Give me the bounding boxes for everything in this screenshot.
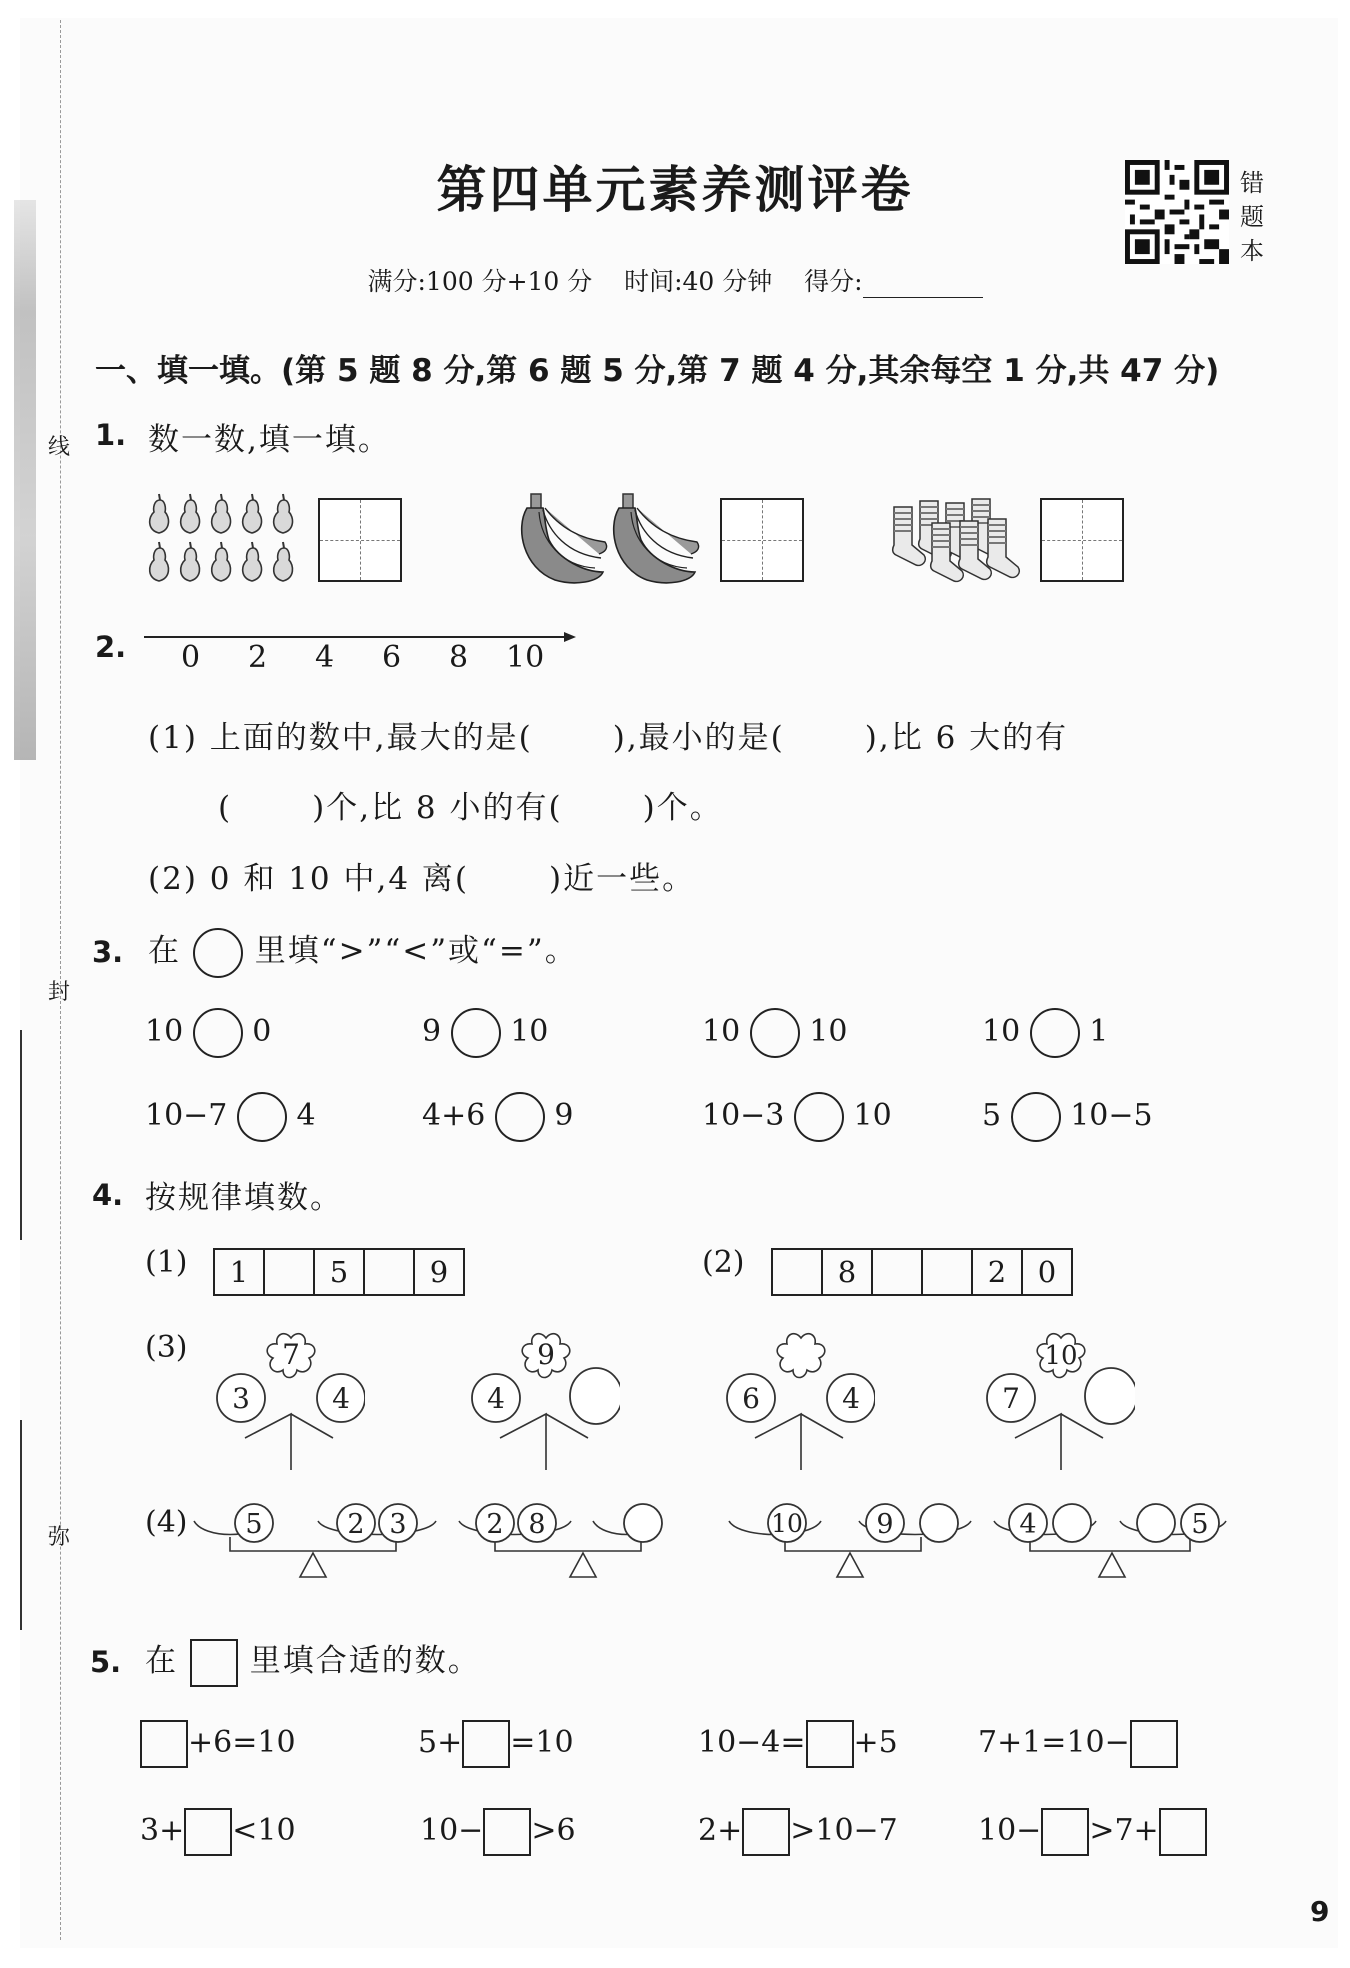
sequence-cell: 2 <box>973 1250 1023 1294</box>
scale-ball <box>1137 1504 1175 1542</box>
equation <box>420 1808 576 1856</box>
tree-top-number: 7 <box>282 1338 300 1371</box>
sub-question-label: (1) <box>145 1245 188 1280</box>
tree-right-number: 4 <box>842 1382 860 1415</box>
question-text: 按规律填数。 <box>145 1180 343 1216</box>
equation <box>978 1720 1178 1768</box>
number-line-tick-label: 10 <box>506 640 545 675</box>
text-part: 10−7 <box>145 1098 228 1133</box>
number-tree <box>715 1330 875 1470</box>
text-part: 4 <box>296 1098 316 1133</box>
text-part: 10 <box>853 1098 892 1133</box>
compare-circle[interactable] <box>237 1092 287 1142</box>
question-text <box>148 925 578 978</box>
full-score: 满分:100 分+10 分 <box>367 267 593 296</box>
text-part: 里填“>”“<”或“=”。 <box>254 933 578 969</box>
number-tree <box>205 1330 365 1470</box>
binding-label-line: 线 <box>48 435 71 460</box>
balance-scale <box>455 1495 705 1595</box>
binding-label-close: 弥 <box>48 1525 71 1550</box>
answer-box[interactable] <box>1041 1808 1089 1856</box>
text-part: 在 <box>148 933 181 969</box>
compare-circle-sample <box>193 928 243 978</box>
answer-box[interactable] <box>462 1720 510 1768</box>
question-text: 数一数,填一填。 <box>148 422 391 458</box>
question-text <box>218 782 723 827</box>
text-part: 9 <box>422 1014 442 1049</box>
text-part: 在 <box>145 1643 178 1679</box>
text-part: >7+ <box>1089 1813 1159 1848</box>
compare-circle[interactable] <box>1030 1008 1080 1058</box>
sequence-cell: 8 <box>823 1250 873 1294</box>
compare-item <box>145 1092 316 1142</box>
compare-item <box>145 1008 271 1058</box>
banana-icon <box>515 488 705 590</box>
number-line-tick-label: 0 <box>181 640 201 675</box>
text-part: 0 <box>252 1014 272 1049</box>
answer-box[interactable] <box>806 1720 854 1768</box>
scale-number: 8 <box>528 1509 546 1540</box>
text-part: 里填合适的数。 <box>249 1643 481 1679</box>
qr-caption-char: 本 <box>1240 237 1264 265</box>
text-part: ),最小的是( <box>612 720 785 756</box>
text-part: +5 <box>853 1725 898 1760</box>
sub-question-label: (3) <box>145 1330 188 1365</box>
text-part: 10−4= <box>698 1725 806 1760</box>
equation <box>698 1720 898 1768</box>
count-answer-box[interactable] <box>1040 498 1124 582</box>
sequence-cell[interactable] <box>265 1250 315 1294</box>
exam-meta <box>0 262 1350 298</box>
score-label: 得分: <box>804 267 863 296</box>
balance-scale <box>990 1495 1240 1595</box>
text-part: +6=10 <box>188 1725 296 1760</box>
scale-number: 4 <box>1019 1509 1037 1540</box>
question-text <box>145 1635 481 1687</box>
text-part: >6 <box>531 1813 576 1848</box>
text-part: 10− <box>420 1813 484 1848</box>
sequence-cell[interactable] <box>923 1250 973 1294</box>
number-tree <box>460 1330 620 1470</box>
binding-rule <box>20 1420 22 1630</box>
box-guide <box>360 500 361 580</box>
question-text <box>148 712 1068 757</box>
text-part: <10 <box>232 1813 296 1848</box>
box-guide <box>762 500 763 580</box>
text-part: 10 <box>982 1014 1021 1049</box>
count-answer-box[interactable] <box>318 498 402 582</box>
sequence-cell: 9 <box>429 1255 449 1289</box>
scale-ball <box>920 1504 958 1542</box>
binding-label-seal: 封 <box>48 980 71 1005</box>
score-blank <box>863 271 983 298</box>
text-part: =10 <box>510 1725 574 1760</box>
compare-circle[interactable] <box>750 1008 800 1058</box>
text-part: ( <box>218 790 233 826</box>
scale-number: 5 <box>1191 1509 1209 1540</box>
sequence-cells <box>213 1248 465 1296</box>
text-part: 1 <box>1089 1014 1109 1049</box>
text-part: (1) 上面的数中,最大的是( <box>148 720 533 756</box>
socks-icon <box>888 495 1028 585</box>
equation <box>978 1808 1207 1856</box>
text-part: 10 <box>809 1014 848 1049</box>
text-part: 4+6 <box>422 1098 486 1133</box>
qr-caption <box>1240 166 1266 268</box>
question-number: 5. <box>90 1645 122 1679</box>
text-part: 5+ <box>418 1725 463 1760</box>
scale-number: 9 <box>876 1509 894 1540</box>
text-part: 10−3 <box>702 1098 785 1133</box>
sub-question-label: (4) <box>145 1505 188 1540</box>
answer-box[interactable] <box>184 1808 232 1856</box>
scale-ball <box>1053 1504 1091 1542</box>
scale-number: 3 <box>389 1509 407 1540</box>
sequence-cell[interactable] <box>773 1250 823 1294</box>
text-part: 9 <box>554 1098 574 1133</box>
pear-icon <box>145 490 305 586</box>
text-part: 10−5 <box>1070 1098 1153 1133</box>
number-line-tick-label: 2 <box>248 640 268 675</box>
count-answer-box[interactable] <box>720 498 804 582</box>
text-part: )近一些。 <box>549 861 696 897</box>
text-part: ),比 6 大的有 <box>864 720 1069 756</box>
tree-left-number: 4 <box>487 1382 505 1415</box>
answer-box[interactable] <box>742 1808 790 1856</box>
balance-scale <box>190 1495 440 1595</box>
compare-circle[interactable] <box>1011 1092 1061 1142</box>
sequence-cell: 0 <box>1037 1255 1057 1289</box>
sub-question-label: (2) <box>702 1245 745 1280</box>
binding-rule <box>20 1030 22 1240</box>
answer-box[interactable] <box>140 1720 188 1768</box>
page-number: 9 <box>1310 1895 1330 1928</box>
number-line-tick-label: 6 <box>382 640 402 675</box>
question-number: 2. <box>95 630 127 664</box>
number-line-tick-label: 8 <box>449 640 469 675</box>
compare-circle[interactable] <box>495 1092 545 1142</box>
compare-item <box>422 1008 548 1058</box>
tree-top-number: 10 <box>1044 1341 1078 1371</box>
question-number: 3. <box>92 935 124 969</box>
tree-left-number: 6 <box>742 1382 760 1415</box>
section-heading: 一、填一填。(第 5 题 8 分,第 6 题 5 分,第 7 题 4 分,其余每空 1 分,共 47 分) <box>95 353 1220 389</box>
number-line-tick-label: 4 <box>315 640 335 675</box>
compare-item <box>702 1092 892 1142</box>
scale-number: 2 <box>486 1509 504 1540</box>
qr-caption-char: 题 <box>1240 203 1264 231</box>
sequence-cell[interactable] <box>873 1250 923 1294</box>
sequence-cells <box>771 1248 1073 1296</box>
equation <box>140 1720 296 1768</box>
text-part: )个,比 8 小的有( <box>312 790 563 826</box>
scale-number: 2 <box>347 1509 365 1540</box>
question-number: 4. <box>92 1178 124 1212</box>
text-part: )个。 <box>642 790 723 826</box>
equation <box>698 1808 898 1856</box>
text-part: >10−7 <box>790 1813 898 1848</box>
answer-box[interactable] <box>483 1808 531 1856</box>
text-part: (2) 0 和 10 中,4 离( <box>148 861 470 897</box>
number-tree <box>975 1330 1135 1470</box>
qr-code-icon[interactable] <box>1125 160 1229 264</box>
compare-item <box>982 1092 1153 1142</box>
text-part: 2+ <box>698 1813 743 1848</box>
balance-scale <box>725 1495 975 1595</box>
text-part: 5 <box>982 1098 1002 1133</box>
tree-right-number: 4 <box>332 1382 350 1415</box>
leaf-circle <box>1085 1368 1135 1424</box>
answer-box-sample <box>190 1639 238 1687</box>
text-part: 10 <box>145 1014 184 1049</box>
sequence-cell: 1 <box>215 1250 265 1294</box>
sequence-cell[interactable] <box>365 1250 415 1294</box>
page-title: 第四单元素养测评卷 <box>436 161 914 219</box>
answer-box[interactable] <box>1130 1720 1178 1768</box>
flower-shape <box>777 1334 825 1378</box>
text-part: 10 <box>510 1014 549 1049</box>
text-part: 7+1=10− <box>978 1725 1130 1760</box>
tree-left-number: 7 <box>1002 1382 1020 1415</box>
sequence-cell: 5 <box>315 1250 365 1294</box>
compare-circle[interactable] <box>794 1092 844 1142</box>
leaf-circle <box>570 1368 620 1424</box>
question-number: 1. <box>95 418 127 452</box>
text-part: 3+ <box>140 1813 185 1848</box>
text-part: 10− <box>978 1813 1042 1848</box>
compare-circle[interactable] <box>193 1008 243 1058</box>
compare-circle[interactable] <box>451 1008 501 1058</box>
scale-number: 10 <box>771 1509 803 1538</box>
tree-top-number: 9 <box>537 1338 555 1371</box>
time-limit: 时间:40 分钟 <box>624 267 773 296</box>
compare-item <box>982 1008 1108 1058</box>
qr-caption-char: 错 <box>1240 169 1264 197</box>
scale-ball <box>624 1504 662 1542</box>
question-text <box>148 853 695 898</box>
answer-box[interactable] <box>1159 1808 1207 1856</box>
equation <box>418 1720 574 1768</box>
tree-left-number: 3 <box>232 1382 250 1415</box>
compare-item <box>702 1008 847 1058</box>
scale-number: 5 <box>245 1509 263 1540</box>
compare-item <box>422 1092 574 1142</box>
text-part: 10 <box>702 1014 741 1049</box>
box-guide <box>1082 500 1083 580</box>
equation <box>140 1808 296 1856</box>
